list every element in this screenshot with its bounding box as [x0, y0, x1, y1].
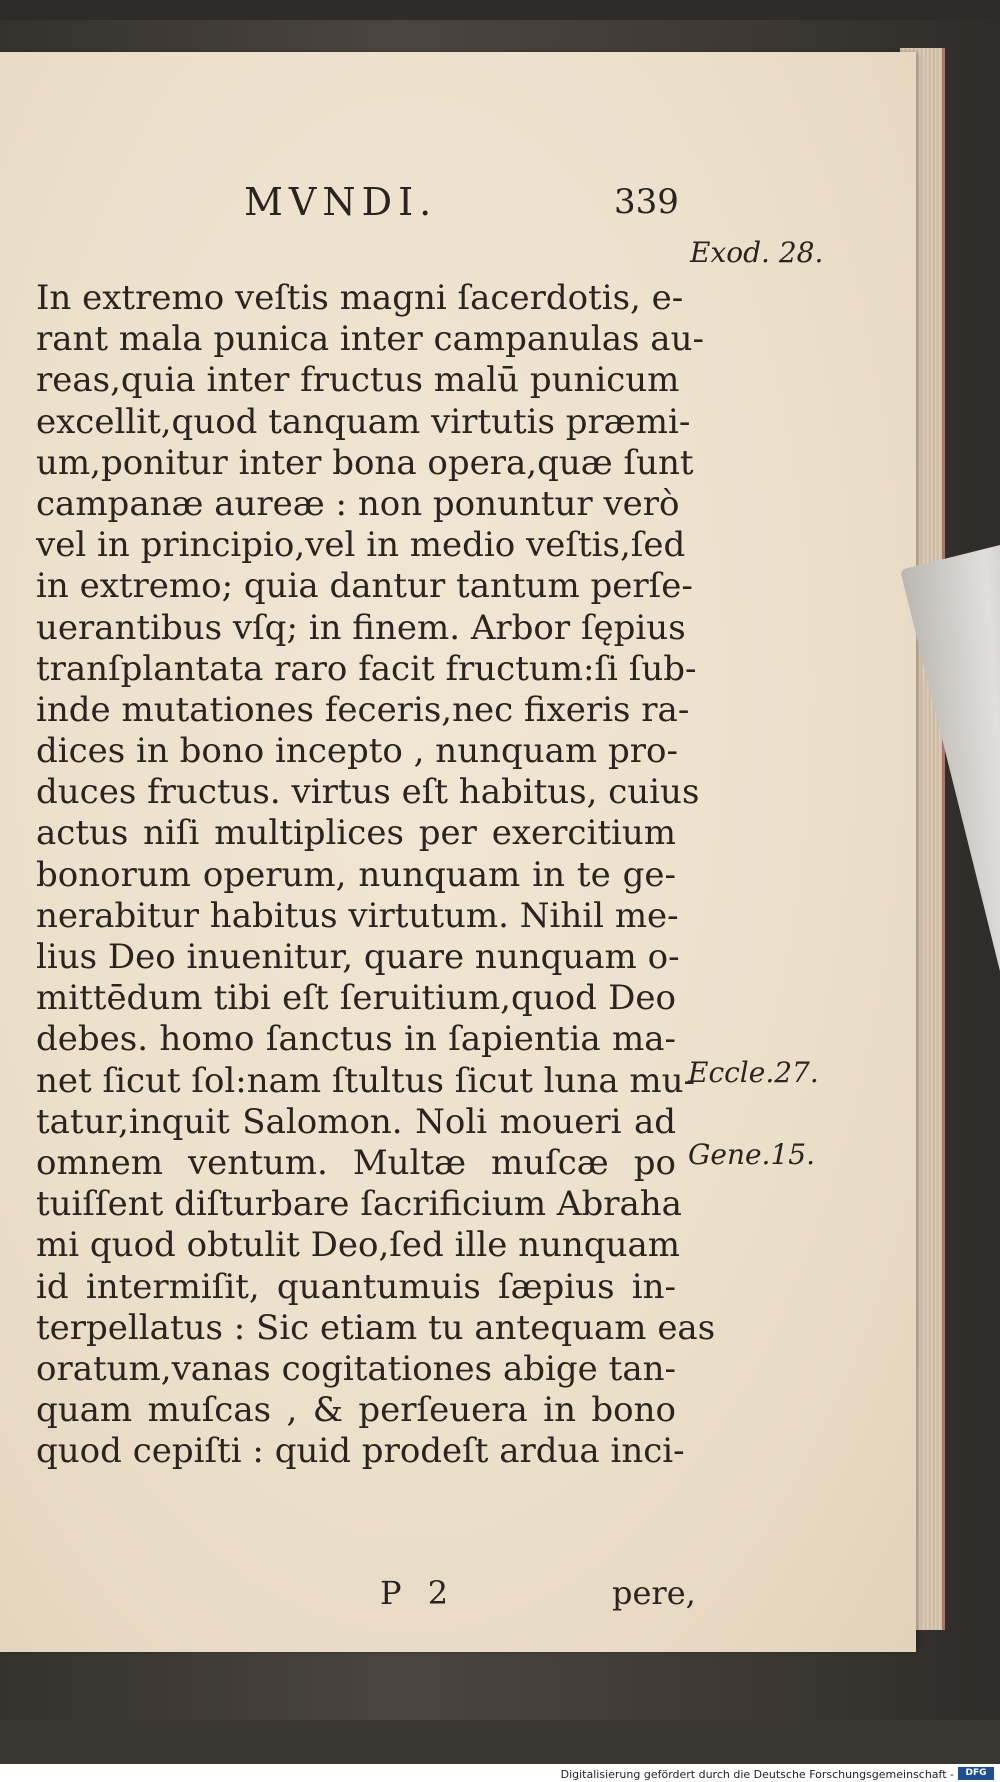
text-line: campanæ aureæ : non ponuntur verò: [36, 483, 680, 524]
footer-bar: [0, 1764, 1000, 1782]
text-line: duces fructus. virtus eſt habitus, cuius: [36, 772, 700, 813]
text-line: mi quod obtulit Deo,ſed ille nunquam: [36, 1225, 680, 1266]
dfg-logo: DFG: [958, 1767, 994, 1780]
text-line: uerantibus vſq; in finem. Arbor ſępius: [36, 607, 686, 648]
text-line: excellit,quod tanquam virtutis præmi-: [36, 401, 691, 442]
text-line: oratum,vanas cogitationes abige tan-: [36, 1348, 676, 1389]
margin-note-gene: Gene.15.: [688, 1138, 815, 1171]
text-line: quam muſcas , & perſeuera in bono: [36, 1390, 676, 1431]
text-line: tatur,inquit Salomon. Noli moueri ad: [36, 1101, 676, 1142]
text-line: quod cepiſti : quid prodeſt ardua inci-: [36, 1431, 685, 1472]
text-line: id intermiſit, quantumuis ſæpius in-: [36, 1266, 676, 1307]
text-line: debes. homo ſanctus in ſapientia ma-: [36, 1019, 676, 1060]
text-line: omnem ventum. Multæ muſcæ po: [36, 1142, 676, 1183]
text-line: tuiſſent diſturbare ſacrificium Abraha: [36, 1184, 682, 1225]
text-line: terpellatus : Sic etiam tu antequam eas: [36, 1307, 716, 1348]
text-line: tranſplantata raro facit fructum:ſi ſub-: [36, 648, 697, 689]
footer-credit: Digitalisierung gefördert durch die Deutsche Forschungsgemeinschaft -: [560, 1768, 954, 1781]
text-line: lius Deo inuenitur, quare nunquam o-: [36, 937, 680, 977]
running-title: MVNDI.: [244, 180, 438, 224]
book-page: [0, 52, 916, 1652]
text-line: mittēdum tibi eſt ſeruitium,quod Deo: [36, 978, 676, 1019]
page-header: [0, 180, 916, 240]
catchword: pere,: [612, 1574, 696, 1612]
text-line: rant mala punica inter campanulas au-: [36, 319, 704, 360]
text-line: um,ponitur inter bona opera,quæ ſunt: [36, 442, 694, 483]
text-line: in extremo; quia dantur tantum perſe-: [36, 566, 693, 607]
body-text: [36, 278, 716, 1472]
text-line: net ſicut ſol:nam ſtultus ſicut luna mu-: [36, 1060, 696, 1101]
margin-note-exod: Exod. 28.: [690, 236, 824, 269]
text-line: bonorum operum, nunquam in te ge-: [36, 854, 676, 895]
text-line: dices in bono incepto , nunquam pro-: [36, 731, 678, 772]
text-line: inde mutationes feceris,nec fixeris ra-: [36, 689, 690, 730]
signature-mark: P 2: [380, 1574, 457, 1612]
text-line: actus niſi multiplices per exercitium: [36, 813, 676, 854]
text-line: vel in principio,vel in medio veſtis,ſed: [36, 525, 686, 566]
text-line: In extremo veſtis magni ſacerdotis, e-: [36, 278, 684, 318]
margin-note-eccle: Eccle.27.: [688, 1056, 819, 1089]
text-line: reas,quia inter fructus malū punicum: [36, 360, 680, 401]
page-number: 339: [614, 182, 679, 222]
text-line: nerabitur habitus virtutum. Nihil me-: [36, 895, 679, 936]
